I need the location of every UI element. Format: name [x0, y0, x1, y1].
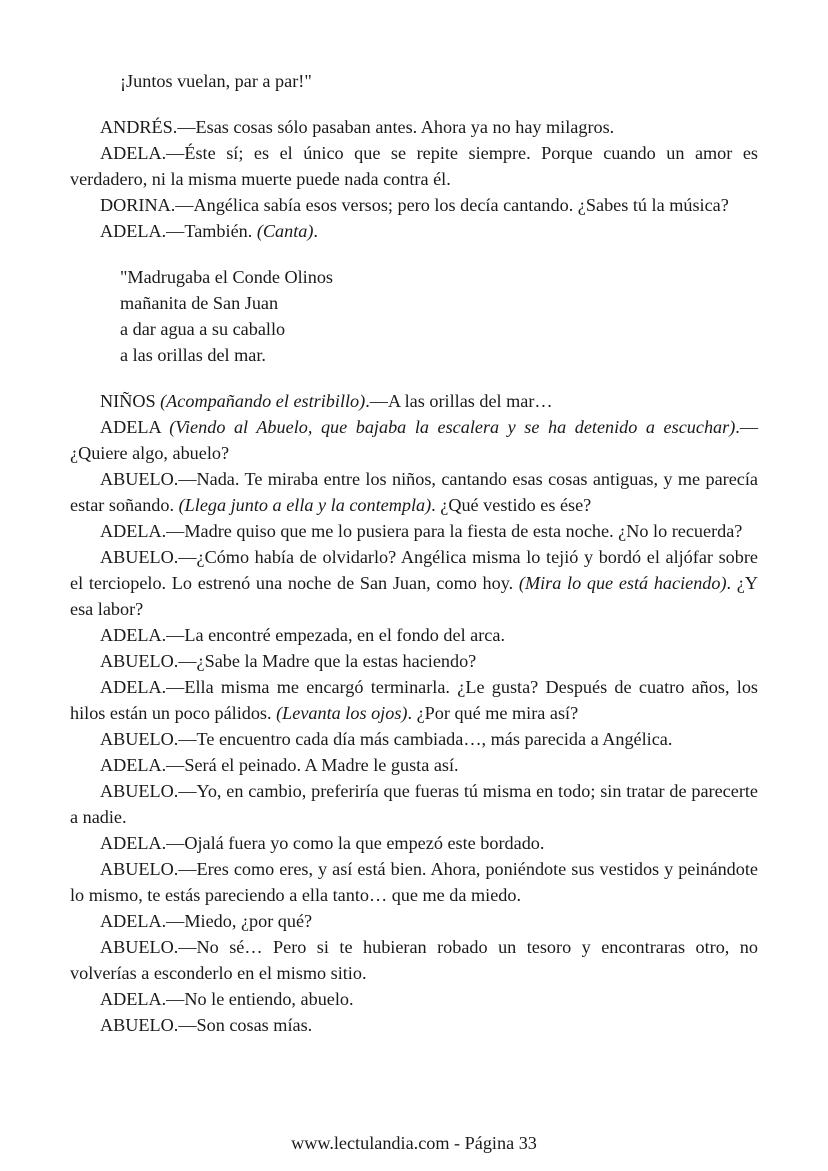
verse-line: a dar agua a su caballo	[120, 319, 286, 339]
speaker-name: ADELA.	[100, 521, 167, 541]
dialogue-paragraph: ADELA.—Ella misma me encargó terminarla. ¿Le gusta? Después de cuatro años, los hilos están un poco pálidos. (Levanta los ojos). ¿Por qué me mira así?	[70, 677, 758, 723]
dialogue-paragraph: ADELA.—Éste sí; es el único que se repite siempre. Porque cuando un amor es verdadero, ni la misma muerte puede nada contra él.	[70, 143, 758, 189]
dialogue-paragraph: ADELA.—Ojalá fuera yo como la que empezó este bordado.	[100, 833, 545, 853]
verse-line: a las orillas del mar.	[120, 345, 266, 365]
speaker-name: ANDRÉS.	[100, 117, 178, 137]
dialogue-paragraph: ADELA.—No le entiendo, abuelo.	[100, 989, 354, 1009]
speaker-name: DORINA.	[100, 195, 176, 215]
verse-line: ¡Juntos vuelan, par a par!"	[120, 71, 312, 91]
dialogue-paragraph: NIÑOS (Acompañando el estribillo).—A las orillas del mar…	[100, 391, 553, 411]
dialogue-paragraph: ADELA.—La encontré empezada, en el fondo del arca.	[100, 625, 505, 645]
dialogue-paragraph: ADELA.—También. (Canta).	[100, 221, 318, 241]
speaker-name: ADELA.	[100, 911, 167, 931]
speaker-name: ADELA.	[100, 143, 167, 163]
speaker-name: ABUELO.	[100, 781, 179, 801]
speaker-name: ABUELO.	[100, 729, 179, 749]
dialogue-paragraph: ABUELO.—¿Sabe la Madre que la estas haciendo?	[100, 651, 477, 671]
speaker-name: ADELA.	[100, 677, 167, 697]
verse-line: "Madrugaba el Conde Olinos	[120, 267, 334, 287]
speaker-name: ABUELO.	[100, 937, 179, 957]
dialogue-paragraph: ABUELO.—Nada. Te miraba entre los niños, cantando esas cosas antiguas, y me parecía estar soñando. (Llega junto a ella y la contempla). ¿Qué vestido es ése?	[70, 469, 758, 515]
stage-direction: (Mira lo que está haciendo)	[518, 573, 727, 593]
dialogue-paragraph: ABUELO.—¿Cómo había de olvidarlo? Angélica misma lo tejió y bordó el aljófar sobre el terciopelo. Lo estrenó una noche de San Juan, como hoy. (Mira lo que está haciendo). ¿Y esa labor?	[70, 547, 758, 619]
dialogue-paragraph: DORINA.—Angélica sabía esos versos; pero los decía cantando. ¿Sabes tú la música?	[100, 195, 729, 215]
speaker-name: ABUELO.	[100, 547, 179, 567]
page-footer: www.lectulandia.com - Página 33	[291, 1133, 537, 1153]
stage-direction: (Levanta los ojos)	[276, 703, 408, 723]
dialogue-paragraph: ADELA.—Miedo, ¿por qué?	[100, 911, 313, 931]
speaker-name: ABUELO.	[100, 469, 179, 489]
stage-direction: (Acompañando el estribillo)	[160, 391, 366, 411]
stage-direction: (Viendo al Abuelo, que bajaba la escalera y se ha detenido a escuchar)	[169, 417, 736, 437]
dialogue-paragraph: ADELA.—Madre quiso que me lo pusiera para la fiesta de esta noche. ¿No lo recuerda?	[100, 521, 743, 541]
stage-direction: (Llega junto a ella y la contempla)	[178, 495, 432, 515]
dialogue-paragraph: ABUELO.—Yo, en cambio, preferiría que fueras tú misma en todo; sin tratar de parecerte a nadie.	[70, 781, 758, 827]
speaker-name: ADELA	[100, 417, 161, 437]
dialogue-paragraph: ADELA.—Será el peinado. A Madre le gusta así.	[100, 755, 459, 775]
speaker-name: ADELA.	[100, 833, 167, 853]
dialogue-paragraph: ABUELO.—No sé… Pero si te hubieran robado un tesoro y encontraras otro, no volverías a esconderlo en el mismo sitio.	[70, 937, 758, 983]
page-body	[70, 68, 758, 1038]
speaker-name: ABUELO.	[100, 1015, 179, 1035]
dialogue-paragraph: ADELA (Viendo al Abuelo, que bajaba la escalera y se ha detenido a escuchar).—¿Quiere algo, abuelo?	[70, 417, 759, 463]
speaker-name: NIÑOS	[100, 391, 156, 411]
dialogue-paragraph: ABUELO.—Son cosas mías.	[100, 1015, 313, 1035]
speaker-name: ADELA.	[100, 221, 167, 241]
speaker-name: ADELA.	[100, 989, 167, 1009]
dialogue-paragraph: ABUELO.—Eres como eres, y así está bien. Ahora, poniéndote sus vestidos y peinándote lo mismo, te estás pareciendo a ella tanto… que me da miedo.	[70, 859, 758, 905]
stage-direction: (Canta)	[256, 221, 314, 241]
speaker-name: ABUELO.	[100, 859, 179, 879]
dialogue-paragraph: ANDRÉS.—Esas cosas sólo pasaban antes. Ahora ya no hay milagros.	[100, 117, 615, 137]
verse-line: mañanita de San Juan	[120, 293, 279, 313]
speaker-name: ADELA.	[100, 625, 167, 645]
speaker-name: ABUELO.	[100, 651, 179, 671]
speaker-name: ADELA.	[100, 755, 167, 775]
dialogue-paragraph: ABUELO.—Te encuentro cada día más cambiada…, más parecida a Angélica.	[100, 729, 673, 749]
